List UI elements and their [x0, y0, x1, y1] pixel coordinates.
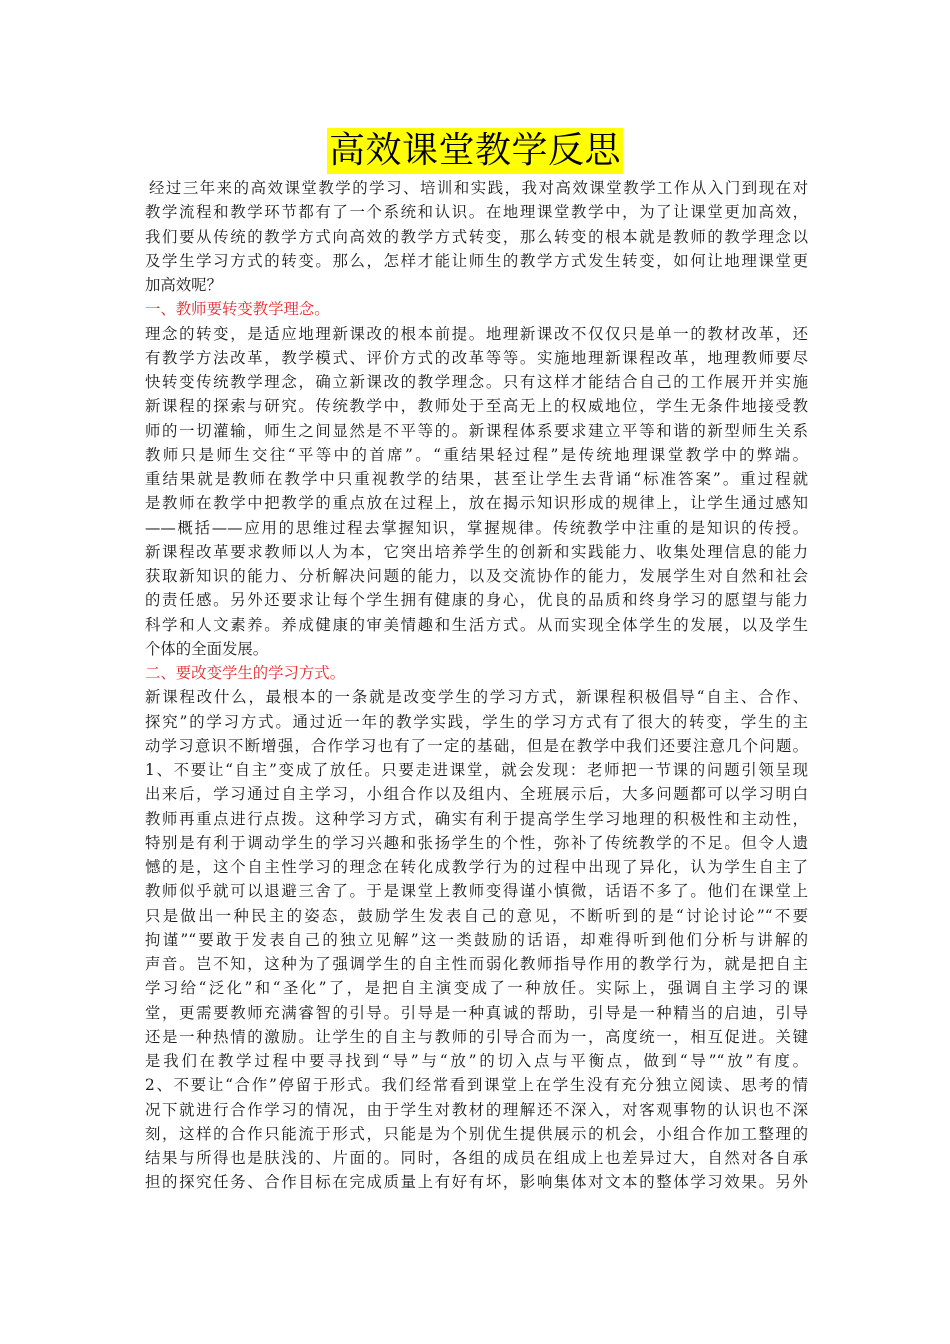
paragraph-line: 获取新知识的能力、分析解决问题的能力，以及交流协作的能力，发展学生对自然和社会 — [145, 567, 808, 585]
paragraph-line: 教师只是师生交往“平等中的首席”。“重结果轻过程”是传统地理课堂教学中的弊端。 — [145, 445, 808, 464]
paragraph-line: 教学流程和教学环节都有了一个系统和认识。在地理课堂教学中，为了让课堂更加高效， — [145, 203, 808, 222]
paragraph-line: 师的一切灌输，师生之间显然是不平等的。新课程体系要求建立平等和谐的新型师生关系 — [145, 421, 808, 440]
paragraph-line: 2、不要让“合作”停留于形式。我们经常看到课堂上在学生没有充分独立阅读、思考的情 — [145, 1076, 808, 1095]
paragraph-line: 教师再重点进行点拨。这种学习方式，确实有利于提高学生学习地理的积极性和主动性， — [145, 809, 808, 828]
section-heading: 一、教师要转变教学理念。 — [145, 300, 330, 319]
paragraph-line: 有教学方法改革，教学模式、评价方式的改革等等。实施地理新课程改革，地理教师要尽 — [145, 348, 808, 367]
paragraph-line: 动学习意识不断增强，合作学习也有了一定的基础，但是在教学中我们还要注意几个问题。 — [145, 736, 808, 755]
paragraph-line: 学习给“泛化”和“圣化”了，是把自主演变成了一种放任。实际上，强调自主学习的课 — [145, 979, 808, 998]
paragraph-line: 憾的是，这个自主性学习的理念在转化成教学行为的过程中出现了异化，认为学生自主了 — [145, 858, 808, 876]
paragraph-line: 理念的转变，是适应地理新课改的根本前提。地理新课改不仅仅只是单一的教材改革，还 — [145, 324, 808, 343]
paragraph-line: 经过三年来的高效课堂教学的学习、培训和实践，我对高效课堂教学工作从入门到现在对 — [149, 179, 808, 197]
paragraph-line: 还是一种热情的激励。让学生的自主与教师的引导合而为一，高度统一，相互促进。关键 — [145, 1027, 808, 1046]
paragraph-line: 新课程的探索与研究。传统教学中，教师处于至高无上的权威地位，学生无条件地接受教 — [145, 397, 808, 416]
paragraph-line: 加高效呢？ — [145, 276, 222, 294]
paragraph-line: 拘谨”“要敢于发表自己的独立见解”这一类鼓励的话语，却难得听到他们分析与讲解的 — [145, 930, 808, 949]
paragraph-line: 探究”的学习方式。通过近一年的教学实践，学生的学习方式有了很大的转变，学生的主 — [145, 712, 808, 731]
paragraph-line: 是我们在教学过程中要寻找到“导”与“放”的切入点与平衡点，做到“导”“放”有度。 — [145, 1052, 808, 1070]
paragraph-line: 况下就进行合作学习的情况，由于学生对教材的理解还不深入，对客观事物的认识也不深 — [145, 1100, 808, 1119]
paragraph-line: 新课程改革要求教师以人为本，它突出培养学生的创新和实践能力、收集处理信息的能力 — [145, 542, 808, 561]
paragraph-line: 1、不要让“自主”变成了放任。只要走进课堂，就会发现：老师把一节课的问题引领呈现 — [145, 761, 808, 779]
paragraph-line: 出来后，学习通过自主学习，小组合作以及组内、全班展示后，大多问题都可以学习明白 — [145, 785, 808, 804]
paragraph-line: ——概括——应用的思维过程去掌握知识，掌握规律。传统教学中注重的是知识的传授。 — [145, 518, 808, 537]
paragraph-line: 的责任感。另外还要求让每个学生拥有健康的身心，优良的品质和终身学习的愿望与能力 — [145, 591, 808, 610]
paragraph-line: 快转变传统教学理念，确立新课改的教学理念。只有这样才能结合自己的工作展开并实施 — [145, 373, 808, 391]
paragraph-line: 教师似乎就可以退避三舍了。于是课堂上教师变得谨小慎微，话语不多了。他们在课堂上 — [145, 882, 808, 901]
paragraph-line: 结果与所得也是肤浅的、片面的。同时，各组的成员在组成上也差异过大，自然对各自承 — [145, 1149, 808, 1167]
paragraph-line: 堂，更需要教师充满睿智的引导。引导是一种真诚的帮助，引导是一种精当的启迪，引导 — [145, 1003, 808, 1022]
paragraph-line: 新课程改什么，最根本的一条就是改变学生的学习方式，新课程积极倡导“自主、合作、 — [145, 688, 808, 707]
paragraph-line: 声音。岂不知，这种为了强调学生的自主性而弱化教师指导作用的教学行为，就是把自主 — [145, 955, 808, 973]
paragraph-line: 是教师在教学中把教学的重点放在过程上，放在揭示知识形成的规律上，让学生通过感知 — [145, 494, 808, 513]
paragraph-line: 担的探究任务、合作目标在完成质量上有好有坏，影响集体对文本的整体学习效果。另外 — [145, 1173, 808, 1192]
title-container — [0, 128, 950, 174]
paragraph-line: 只是做出一种民主的姿态，鼓励学生发表自己的意见，不断听到的是“讨论讨论”“不要 — [145, 906, 808, 925]
paragraph-line: 我们要从传统的教学方式向高效的教学方式转变，那么转变的根本就是教师的教学理念以 — [145, 227, 808, 246]
paragraph-line: 科学和人文素养。养成健康的审美情趣和生活方式。从而实现全体学生的发展，以及学生 — [145, 615, 808, 634]
paragraph-line: 刻，这样的合作只能流于形式，只能是为个别优生提供展示的机会，小组合作加工整理的 — [145, 1124, 808, 1143]
paragraph-line: 重结果就是教师在教学中只重视教学的结果，甚至让学生去背诵“标准答案”。重过程就 — [145, 470, 808, 488]
paragraph-line: 及学生学习方式的转变。那么，怎样才能让师生的教学方式发生转变，如何让地理课堂更 — [145, 251, 808, 270]
document-body — [145, 176, 808, 1195]
paragraph-line: 个体的全面发展。 — [145, 639, 269, 658]
section-heading: 二、要改变学生的学习方式。 — [145, 664, 346, 682]
document-title: 高效课堂教学反思 — [327, 128, 623, 174]
paragraph-line: 特别是有利于调动学生的学习兴趣和张扬学生的个性，弥补了传统教学的不足。但令人遗 — [145, 833, 808, 852]
